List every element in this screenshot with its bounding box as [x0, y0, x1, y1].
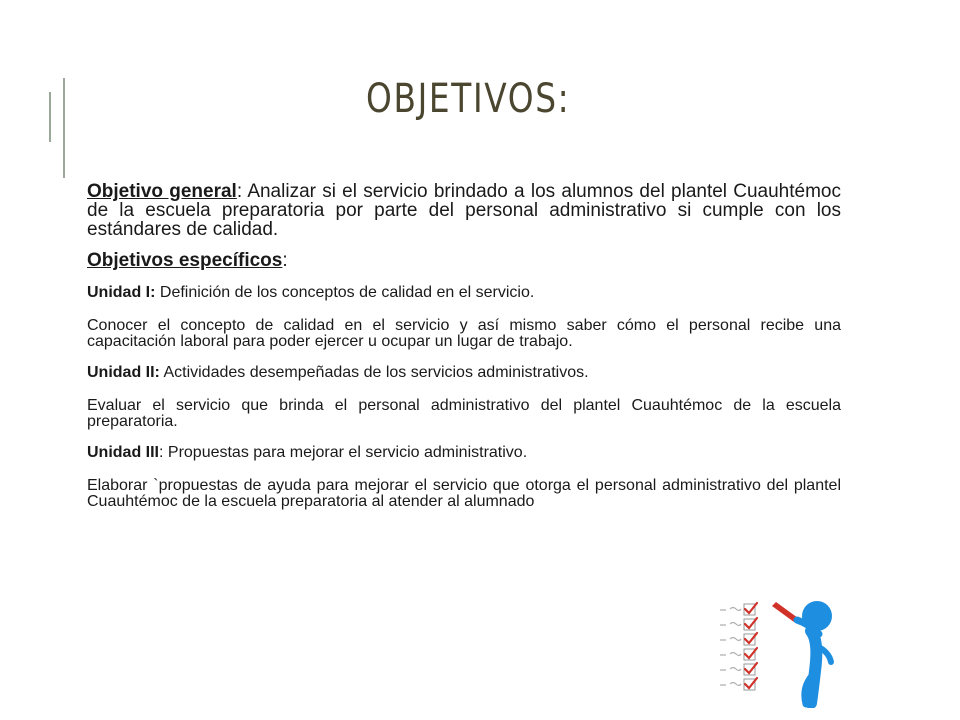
unit-2-title: Unidad II: Actividades desempeñadas de los servicios administrativos.	[87, 364, 589, 381]
unit-1-title: Unidad I: Definición de los conceptos de calidad en el servicio.	[87, 284, 535, 301]
accent-bar	[63, 78, 65, 178]
person-figure	[772, 601, 832, 704]
unit-1-description: Conocer el concepto de calidad en el servicio y así mismo saber cómo el personal recibe una capacitación laboral para poder ejercer u ocupar un lugar de trabajo.	[87, 317, 841, 350]
general-objective-text: Analizar si el servicio brindado a los alumnos del plantel Cuauhtémoc de la escuela preparatoria por parte del personal administrativo si cumple con los estándares de calidad.	[87, 181, 841, 240]
accent-bar	[49, 92, 51, 142]
page-title: OBJETIVOS:	[366, 76, 571, 122]
general-objective: Objetivo general: Analizar si el servicio brindado a los alumnos del plantel Cuauhtémoc de la escuela preparatoria por parte del personal administrativo si cumple con los estándares de calidad.	[87, 181, 841, 240]
general-objective-label: Objetivo general	[87, 181, 237, 202]
unit-3-title: Unidad III: Propuestas para mejorar el servicio administrativo.	[87, 444, 528, 461]
unit-2-description: Evaluar el servicio que brinda el personal administrativo del plantel Cuauhtémoc de la escuela preparatoria.	[87, 397, 841, 430]
specific-objectives-heading: Objetivos específicos:	[87, 250, 288, 271]
objectives-body	[87, 182, 841, 510]
checklist-icon	[720, 603, 757, 690]
checklist-person-icon	[714, 598, 844, 708]
unit-3-description: Elaborar `propuestas de ayuda para mejorar el servicio que otorga el personal administrativo del plantel Cuauhtémoc de la escuela preparatoria al atender al alumnado	[87, 477, 841, 510]
